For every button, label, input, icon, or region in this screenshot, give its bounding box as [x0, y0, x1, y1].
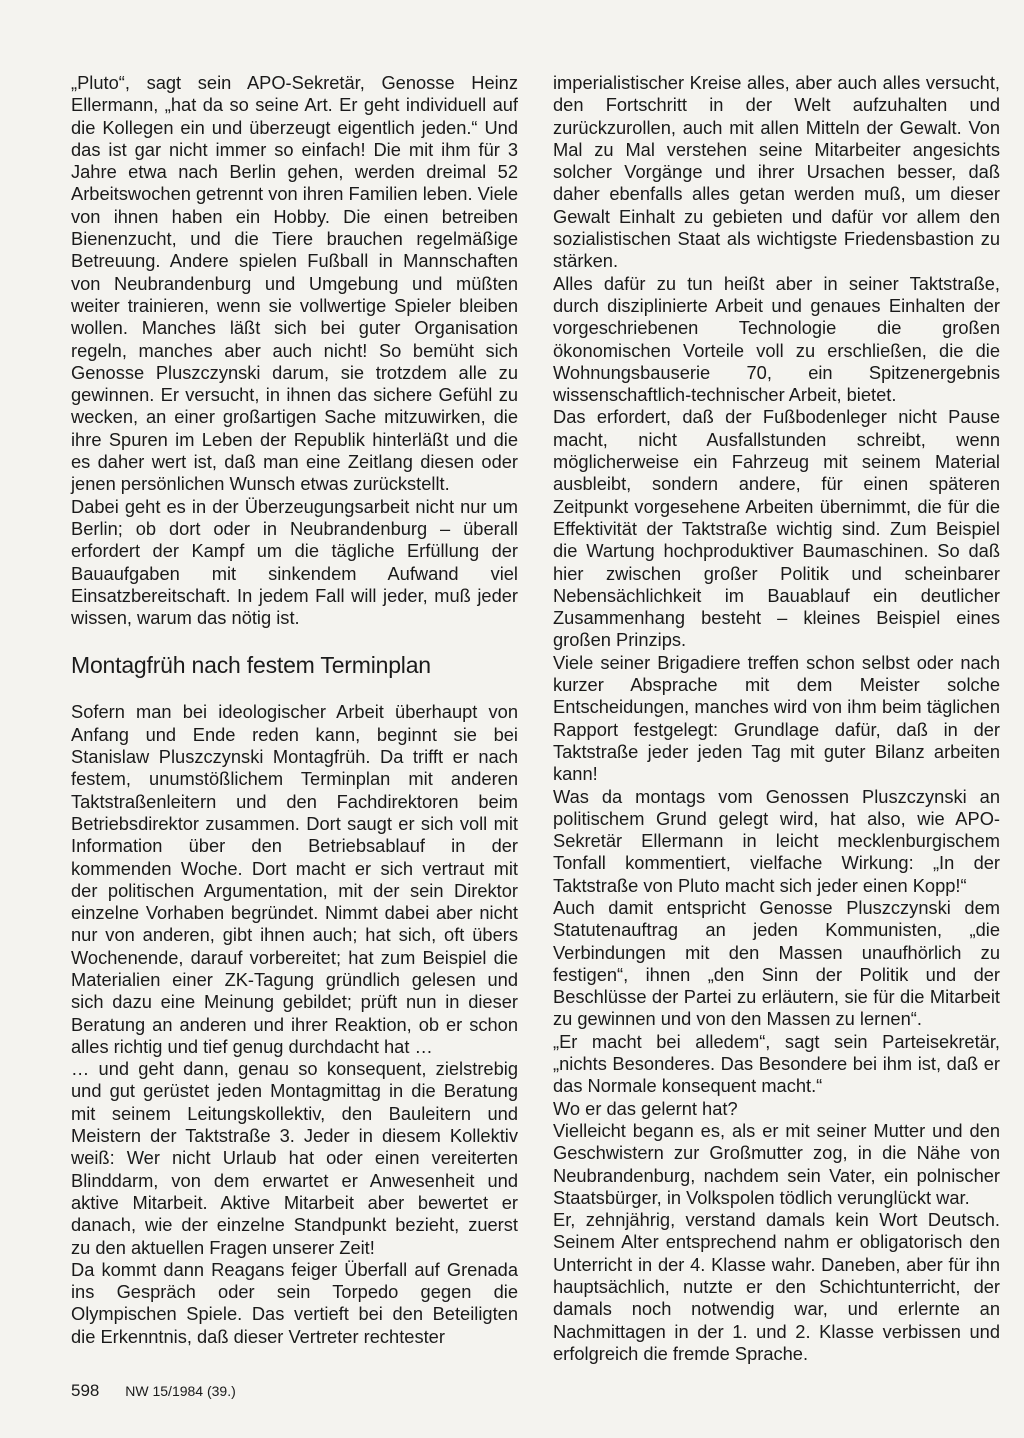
paragraph: Sofern man bei ideologischer Arbeit überhaupt von Anfang und Ende reden kann, beginnt sie bei Stanislaw Pluszczynski Montagfrüh. Da trifft er nach festem, unumstößlichem Terminplan mit anderen Taktstraßenleitern und den Fachdirektoren beim Betriebsdirektor zusammen. Dort saugt er sich voll mit Information über den Betriebsablauf in der kommenden Woche. Dort macht er sich vertraut mit der politischen Argumentation, mit der sein Direktor einzelne Vorhaben begründet. Nimmt dabei aber nicht nur von anderen, gibt ihnen auch; hat sich, oft übers Wochenende, darauf vorbereitet; hat zum Beispiel die Materialien einer ZK-Tagung gründlich gelesen und sich dazu eine Meinung gebildet; prüft nun in dieser Beratung an anderen und ihrer Reaktion, ob er schon alles richtig und tief genug durchdacht hat … — [71, 701, 518, 1057]
paragraph: imperialistischer Kreise alles, aber auch alles versucht, den Fortschritt in der Welt aufzuhalten und zurückzurollen, auch mit allen Mitteln der Gewalt. Von Mal zu Mal verstehen seine Mitarbeiter angesichts solcher Vorgänge und ihrer Ursachen besser, daß daher ebenfalls alles getan werden muß, um dieser Gewalt Einhalt zu gebieten und dafür vor allem den sozialistischen Staat als wichtigste Friedensbastion zu stärken. — [553, 72, 1000, 272]
paragraph: Vielleicht begann es, als er mit seiner Mutter und den Geschwistern zur Großmutter zog, in die Nähe von Neubrandenburg, nachdem sein Vater, ein polnischer Staatsbürger, in Volkspolen tödlich verunglückt war. — [553, 1119, 1000, 1208]
section-heading: Montagfrüh nach festem Terminplan — [71, 652, 431, 679]
paragraph: „Er macht bei alledem“, sagt sein Parteisekretär, „nichts Besonderes. Das Besondere bei ihm ist, daß er das Normale konsequent macht.“ — [553, 1030, 1000, 1097]
paragraph: Dabei geht es in der Überzeugungsarbeit nicht nur um Berlin; ob dort oder in Neubrandenburg – überall erfordert der Kampf um die tägliche Erfüllung der Bauaufgaben mit sinkendem Aufwand viel Einsatzbereitschaft. In jedem Fall will jeder, muß jeder wissen, warum das nötig ist. — [71, 495, 518, 629]
paragraph: Wo er das gelernt hat? — [553, 1097, 738, 1119]
paragraph: Er, zehnjährig, verstand damals kein Wort Deutsch. Seinem Alter entsprechend nahm er obligatorisch den Unterricht in der 4. Klasse wahr. Daneben, aber für ihn hauptsächlich, nutzte er den Schichtunterricht, der damals noch notwendig war, und erlernte an Nachmittagen in der 1. und 2. Klasse verbissen und erfolgreich die fremde Sprache. — [553, 1209, 1000, 1364]
left-column — [71, 72, 518, 1348]
paragraph: „Pluto“, sagt sein APO-Sekretär, Genosse Heinz Ellermann, „hat da so seine Art. Er geht individuell auf die Kollegen ein und überzeugt eigentlich jeden.“ Und das ist gar nicht immer so einfach! Die mit ihm für 3 Jahre etwa nach Berlin gehen, werden dreimal 52 Arbeitswochen getrennt von ihren Familien leben. Viele von ihnen haben ein Hobby. Die einen betreiben Bienenzucht, und die Tiere brauchen regelmäßige Betreuung. Andere spielen Fußball in Mannschaften von Neubrandenburg und Umgebung und müßten weiter trainieren, wenn sie vollwertige Spieler bleiben wollen. Manches läßt sich bei guter Organisation regeln, manches aber auch nicht! So bemüht sich Genosse Pluszczynski darum, sie trotzdem alle zu gewinnen. Er versucht, in ihnen das sichere Gefühl zu wecken, an einer großartigen Sache mitzuwirken, die ihre Spuren im Leben der Republik hinterläßt und die es daher wert ist, daß man eine Zeitlang diesen oder jenen persönlichen Wunsch etwas zurückstellt. — [71, 72, 518, 495]
page-footer — [71, 1382, 236, 1400]
issue-label: NW 15/1984 (39.) — [125, 1383, 236, 1399]
right-column — [553, 72, 1000, 1365]
paragraph: Alles dafür zu tun heißt aber in seiner Taktstraße, durch disziplinierte Arbeit und genaues Einhalten der vorgeschriebenen Technologie die großen ökonomischen Vorteile voll zu erschließen, die die Wohnungsbauserie 70, ein Spitzenergebnis wissenschaftlich-technischer Arbeit, bietet. — [553, 272, 1000, 406]
paragraph: … und geht dann, genau so konsequent, zielstrebig und gut gerüstet jeden Montagmittag in die Beratung mit seinem Leitungskollektiv, den Bauleitern und Meistern der Taktstraße 3. Jeder in diesem Kollektiv weiß: Wer nicht Urlaub hat oder einen vereiterten Blinddarm, von dem erwartet er Anwesenheit und aktive Mitarbeit. Aktive Mitarbeit aber bewertet er danach, wie der einzelne Standpunkt bezieht, zuerst zu den aktuellen Fragen unserer Zeit! — [71, 1058, 518, 1258]
paragraph: Viele seiner Brigadiere treffen schon selbst oder nach kurzer Absprache mit dem Meister solche Entscheidungen, manches wird von ihm beim täglichen Rapport festgelegt: Grundlage dafür, daß in der Taktstraße jeder jeden Tag mit guter Bilanz arbeiten kann! — [553, 651, 1000, 785]
paragraph: Auch damit entspricht Genosse Pluszczynski dem Statutenauftrag an jeden Kommunisten, „die Verbindungen mit den Massen unaufhörlich zu festigen“, ihnen „den Sinn der Politik und der Beschlüsse der Partei zu erläutern, sie für die Mitarbeit zu gewinnen und von den Massen zu lernen“. — [553, 896, 1000, 1030]
paragraph: Da kommt dann Reagans feiger Überfall auf Grenada ins Gespräch oder sein Torpedo gegen die Olympischen Spiele. Das vertieft bei den Beteiligten die Erkenntnis, daß dieser Vertreter rechtester — [71, 1258, 518, 1347]
paragraph: Das erfordert, daß der Fußbodenleger nicht Pause macht, nicht Ausfallstunden schreibt, wenn möglicherweise ein Fahrzeug mit seinem Material ausbleibt, sondern andere, für einen späteren Zeitpunkt vorgesehene Arbeiten übernimmt, die für die Effektivität der Taktstraße wichtig sind. Zum Beispiel die Wartung hochproduktiver Baumaschinen. So daß hier zwischen großer Politik und scheinbarer Nebensächlichkeit im Bauablauf ein deutlicher Zusammenhang besteht – kleines Beispiel eines großen Prinzips. — [553, 406, 1000, 651]
page-number: 598 — [71, 1381, 100, 1400]
paragraph: Was da montags vom Genossen Pluszczynski an politischem Grund gelegt wird, hat also, wie APO-Sekretär Ellermann in leicht mecklenburgischem Tonfall kommentiert, vielfache Wirkung: „In der Taktstraße von Pluto macht sich jeder einen Kopp!“ — [553, 785, 1000, 896]
